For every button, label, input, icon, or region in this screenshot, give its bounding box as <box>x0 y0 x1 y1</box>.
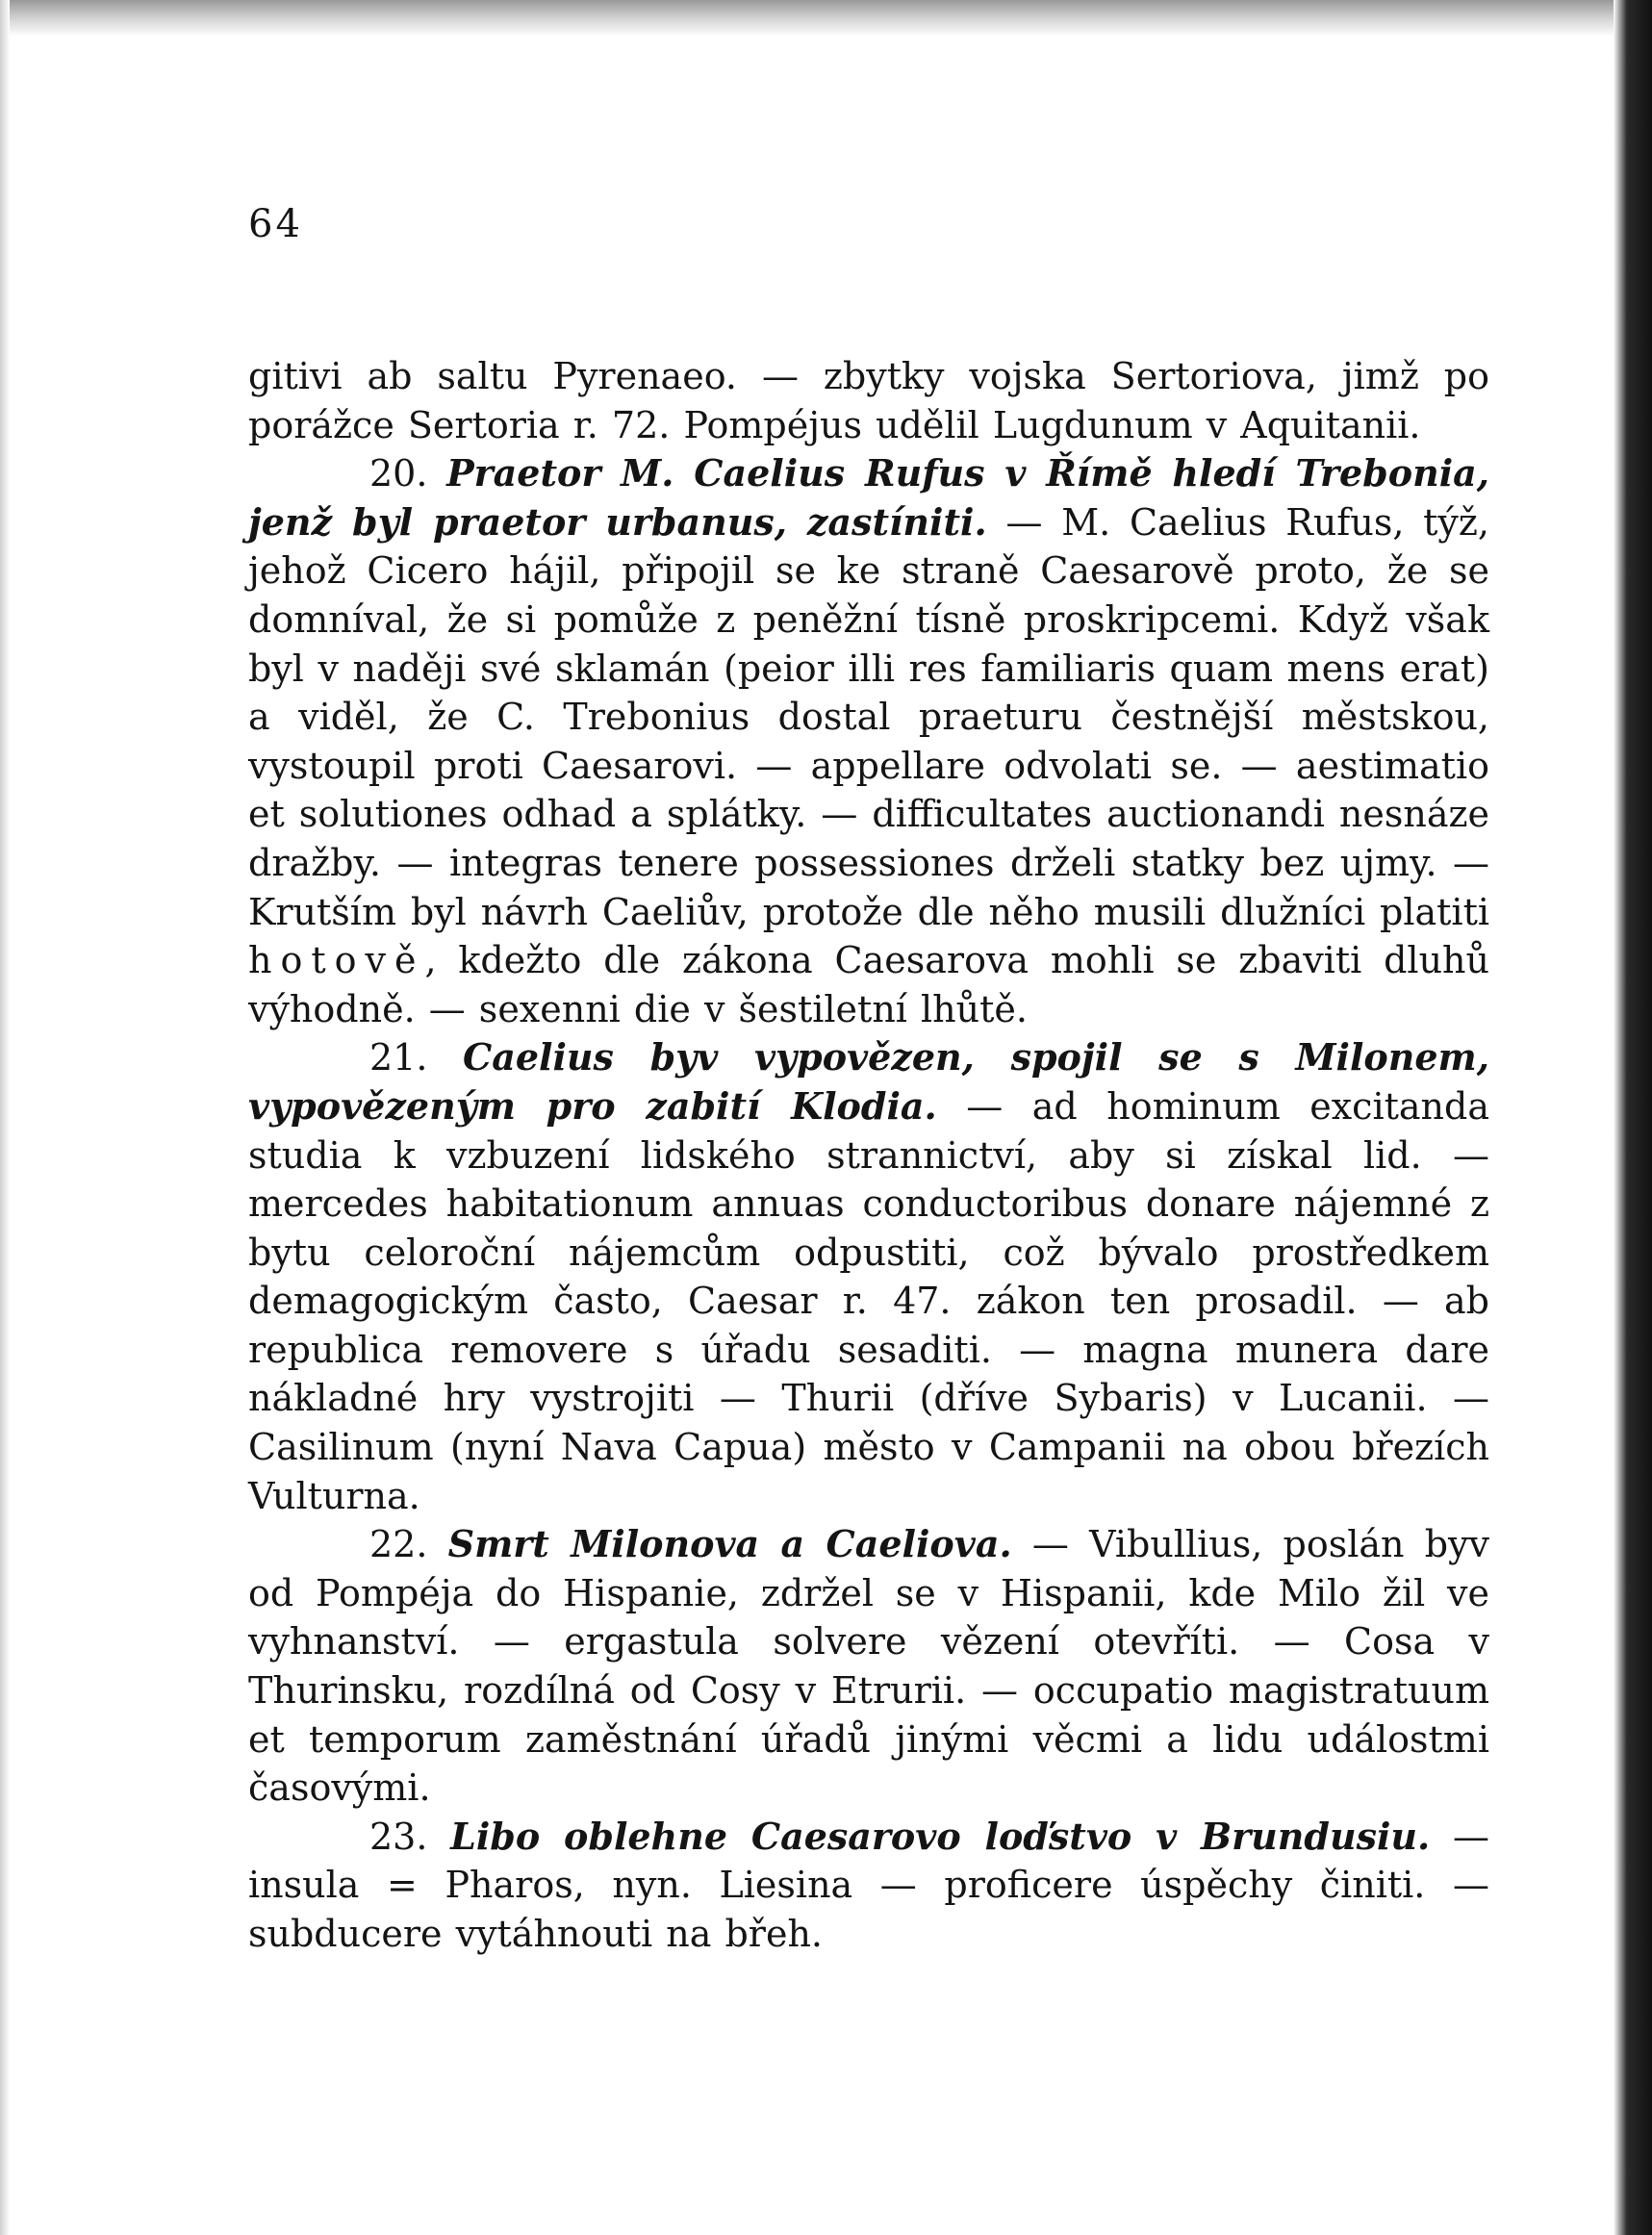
scan-edge-right <box>1614 0 1652 2235</box>
section-title: Libo oblehne Caesarovo loďstvo v Brundusiu. <box>450 1814 1431 1858</box>
paragraph-22 <box>248 1520 1489 1813</box>
paragraph-continuation <box>248 352 1489 449</box>
section-number: 23. <box>369 1815 428 1858</box>
emphasized-word: hotově <box>248 939 425 982</box>
paragraph-21 <box>248 1033 1489 1520</box>
section-title: Caelius byv vypovězen, spojil se s Milonem, vypovězeným pro zabití Klodia. <box>248 1035 1489 1128</box>
page-text <box>248 352 1489 1959</box>
scan-edge-top <box>0 0 1652 37</box>
paragraph-20 <box>248 449 1489 1033</box>
paragraph-23 <box>248 1813 1489 1959</box>
paragraph-text: — M. Caelius Rufus, týž, jehož Cicero hájil, připojil se ke straně Caesarově proto, že se domníval, že si pomůže z peněžní tísně proskripcemi. Když však byl v naději své sklamán (peior illi res familiaris quam mens erat) a viděl, že C. Trebonius dostal praeturu čestnější městskou, vystoupil proti Caesarovi. — appellare odvolati se. — aestimatio et solutiones odhad a splátky. — difficultates auctionandi nesnáze dražby. — integras tenere possessiones drželi statky bez ujmy. — Krutším byl návrh Caeliův, protože dle něho musili dlužníci platiti <box>248 500 1489 933</box>
section-title: Praetor M. Caelius Rufus v Římě hledí Trebonia, jenž byl praetor urbanus, zastíniti. <box>248 451 1489 544</box>
paragraph-text: — insula = Pharos, nyn. Liesina — proficere úspěchy činiti. — subducere vytáhnouti na břeh. <box>248 1815 1489 1955</box>
section-title: Smrt Milonova a Caeliova. <box>447 1522 1012 1566</box>
page-number: 64 <box>248 202 303 246</box>
paragraph-text: , kdežto dle zákona Caesarova mohli se zbaviti dluhů výhodně. — sexenni die v šestiletní lhůtě. <box>248 939 1489 1030</box>
section-number: 20. <box>369 452 428 495</box>
paragraph-text: gitivi ab saltu Pyrenaeo. — zbytky vojska Sertoriova, jimž po porážce Sertoria r. 72. Pompéjus udělil Lugdunum v Aquitanii. <box>248 355 1489 446</box>
section-number: 21. <box>369 1036 428 1079</box>
section-number: 22. <box>369 1523 428 1566</box>
paragraph-text: — ad hominum excitanda studia k vzbuzení lidského strannictví, aby si získal lid. — mercedes habitationum annuas conductoribus donare nájemné z bytu celoroční nájemcům odpustiti, což bývalo prostředkem demagogickým často, Caesar r. 47. zákon ten prosadil. — ab republica removere s úřadu sesaditi. — magna munera dare nákladné hry vystrojiti — Thurii (dříve Sybaris) v Lucanii. — Casilinum (nyní Nava Capua) město v Campanii na obou březích Vulturna. <box>248 1084 1489 1517</box>
book-page <box>248 202 1489 1959</box>
paragraph-text: — Vibullius, poslán byv od Pompéja do Hispanie, zdržel se v Hispanii, kde Milo žil ve vyhnanství. — ergastula solvere vězení otevříti. — Cosa v Thurinsku, rozdílná od Cosy v Etrurii. — occupatio magistratuum et temporum zaměstnání úřadů jinými věcmi a lidu událostmi časovými. <box>248 1523 1489 1810</box>
scan-edge-left <box>0 0 10 2235</box>
